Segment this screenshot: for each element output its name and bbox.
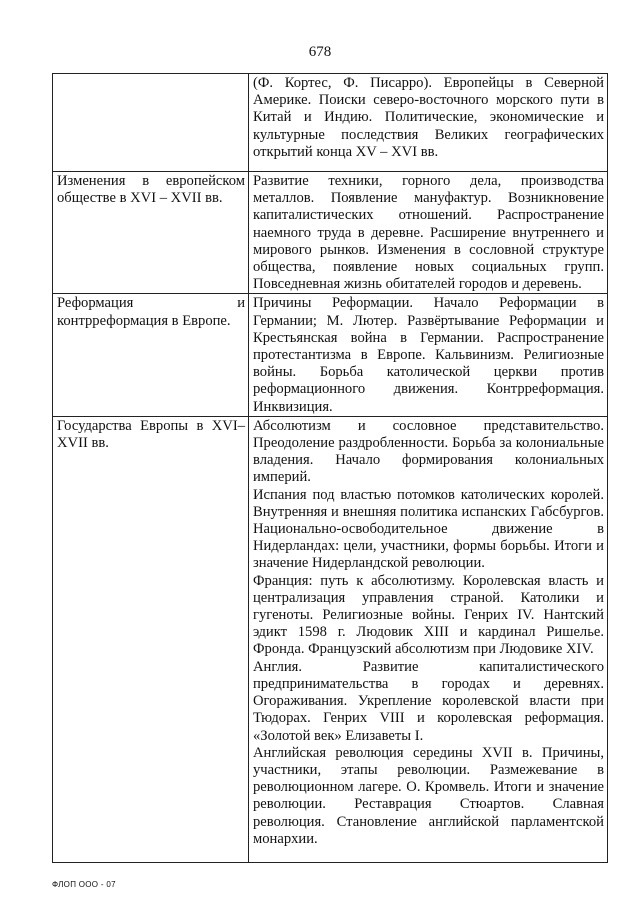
content-cell (249, 74, 608, 172)
content-cell (249, 172, 608, 294)
topic-text: Реформация и контрреформация в Европе. (57, 295, 245, 329)
topic-text: Государства Европы в XVI– XVII вв. (57, 417, 245, 452)
topic-cell (53, 74, 249, 172)
table-row (53, 416, 608, 862)
topic-cell (53, 294, 249, 416)
topic-text: Изменения в европейском обществе в XVI – XVII вв. (57, 173, 245, 207)
content-cell (249, 416, 608, 862)
table-row (53, 172, 608, 294)
content-cell (249, 294, 608, 416)
topic-cell (53, 172, 249, 294)
topic-cell (53, 416, 249, 862)
curriculum-table (52, 73, 608, 863)
content-paragraph: Абсолютизм и сословное представительство. Преодоление раздробленности. Борьба за колониальные владения. Начало формирования колониальных империй. (253, 417, 604, 486)
content-paragraph: Испания под властью потомков католических королей. Внутренняя и внешняя политика испанских Габсбургов. Национально-освободительное движение в Нидерландах: цели, участники, формы борьбы. Итоги и значение Нидерландской революции. (253, 486, 604, 572)
content-paragraph: Английская революция середины XVII в. Причины, участники, этапы революции. Размежевание в революционном лагере. О. Кромвель. Итоги и значение революции. Реставрация Стюартов. Славная революция. Становление английской парламентской монархии. (253, 744, 604, 847)
table-row (53, 294, 608, 416)
page-number: 678 (308, 44, 332, 60)
content-paragraph: (Ф. Кортес, Ф. Писарро). Европейцы в Северной Америке. Поиски северо-восточного морского пути в Китай и Индию. Политические, экономические и культурные последствия Великих географических открытий конца XV – XVI вв. (253, 75, 604, 160)
content-paragraph: Франция: путь к абсолютизму. Королевская власть и централизация управления страной. Католики и гугеноты. Религиозные войны. Генрих IV. Нантский эдикт 1598 г. Людовик XIII и кардинал Ришелье. Фронда. Французский абсолютизм при Людовике XIV. (253, 572, 604, 658)
document-code: ФЛОП ООО - 07 (52, 880, 116, 889)
content-paragraph: Англия. Развитие капиталистического предпринимательства в городах и деревнях. Огораживания. Укрепление королевской власти при Тюдорах. Генрих VIII и королевская реформация. «Золотой век» Елизаветы I. (253, 658, 604, 744)
content-paragraph: Причины Реформации. Начало Реформации в Германии; М. Лютер. Развёртывание Реформации и Крестьянская война в Германии. Распространение протестантизма в Европе. Кальвинизм. Религиозные войны. Борьба католической церкви против реформационного движения. Контрреформация. Инквизиция. (253, 295, 604, 415)
content-paragraph: Развитие техники, горного дела, производства металлов. Появление мануфактур. Возникновение капиталистических отношений. Распространение наемного труда в деревне. Расширение внутреннего и мирового рынков. Изменения в сословной структуре общества, появление новых социальных групп. Повседневная жизнь обитателей городов и деревень. (253, 173, 604, 293)
table-row (53, 74, 608, 172)
